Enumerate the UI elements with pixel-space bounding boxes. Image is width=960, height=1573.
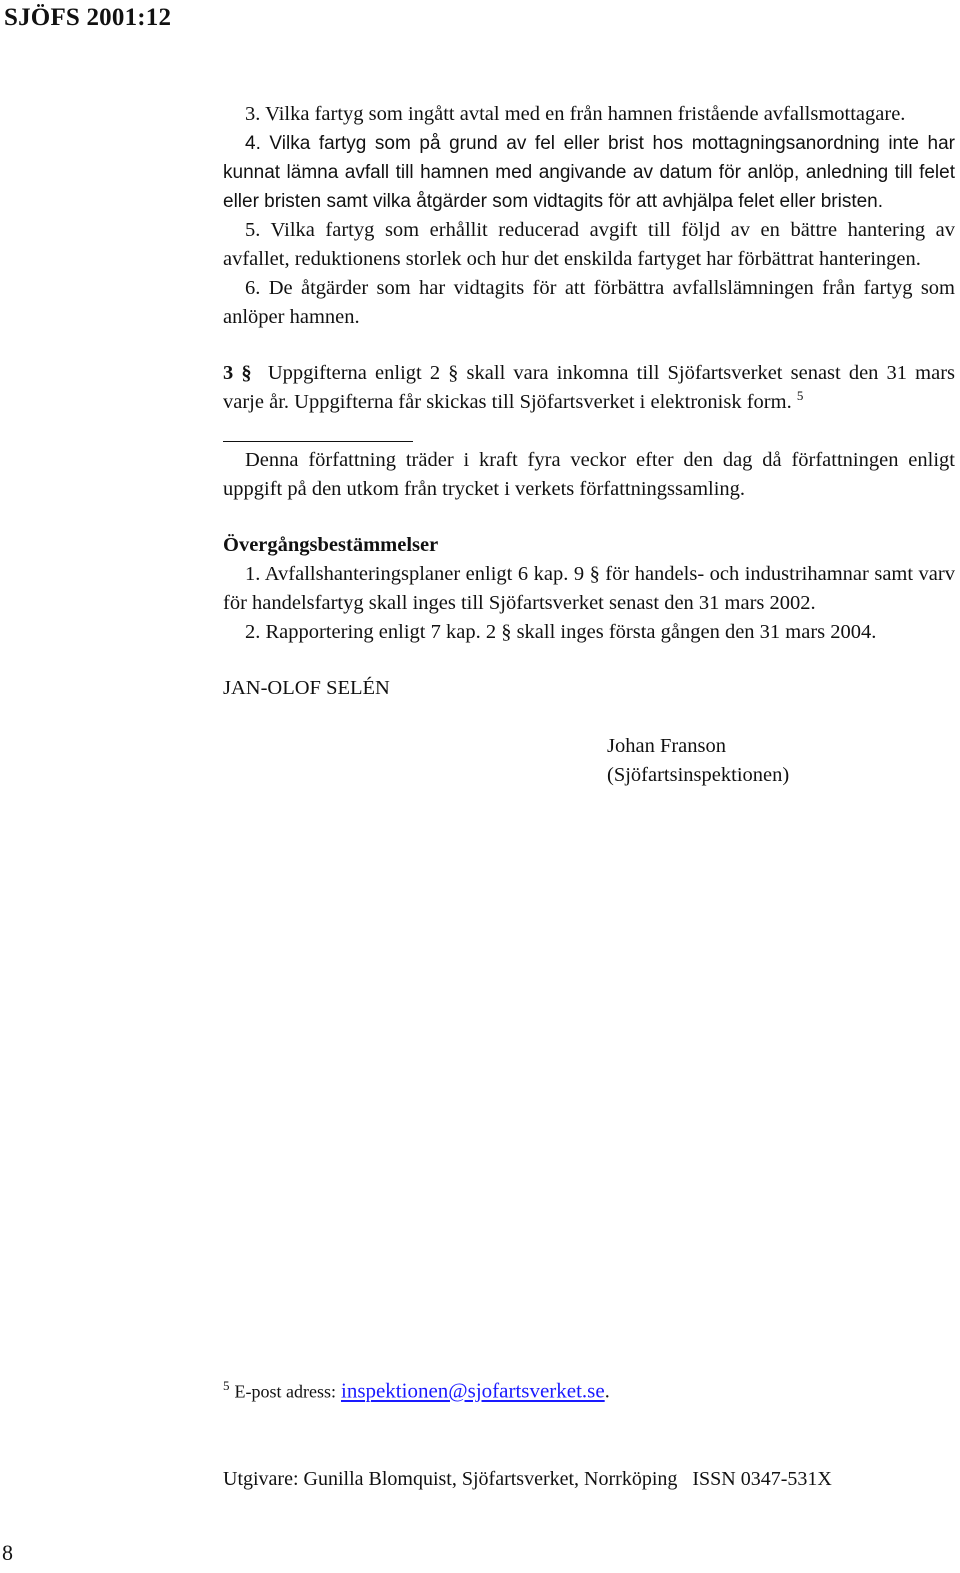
publisher-footer: Utgivare: Gunilla Blomquist, Sjöfartsverket, Norrköping ISSN 0347-531X xyxy=(223,1468,832,1490)
signature-secondary xyxy=(607,732,955,790)
section-3-label: 3 § xyxy=(223,362,252,384)
signature-secondary-name: Johan Franson xyxy=(607,735,727,757)
document-body xyxy=(223,100,955,790)
footnote xyxy=(223,1378,610,1404)
footnote-label: E-post adress: xyxy=(234,1381,336,1402)
section-3-paragraph xyxy=(223,359,955,417)
list-item-4: 4. Vilka fartyg som på grund av fel eller brist hos mottagningsanordning inte har kunnat lämna avfall till hamnen med angivande av datum för anlöp, anledning till felet eller bristen samt vilka åtgärder som vidtagits för att avhjälpa felet eller bristen. xyxy=(223,133,955,212)
footnote-period: . xyxy=(604,1380,610,1403)
page-number: 8 xyxy=(2,1540,13,1565)
list-item-3: 3. Vilka fartyg som ingått avtal med en från hamnen fristående avfallsmottagare. xyxy=(245,103,906,125)
list-item-5: 5. Vilka fartyg som erhållit reducerad avgift till följd av en bättre hantering av avfallet, reduktionens storlek och hur det enskilda fartyget har förbättrat hanteringen. xyxy=(223,219,955,270)
document-series-header: SJÖFS 2001:12 xyxy=(4,4,172,31)
signature-main: JAN-OLOF SELÉN xyxy=(223,677,390,699)
list-item-6: 6. De åtgärder som har vidtagits för att förbättra avfallslämningen från fartyg som anlöper hamnen. xyxy=(223,277,955,328)
transitional-provisions-heading: Övergångsbestämmelser xyxy=(223,534,439,556)
signature-secondary-org: (Sjöfartsinspektionen) xyxy=(607,764,790,786)
transitional-item-2: 2. Rapportering enligt 7 kap. 2 § skall inges första gången den 31 mars 2004. xyxy=(245,621,877,643)
entry-into-force-paragraph: Denna författning träder i kraft fyra veckor efter den dag då författningen enligt uppgift på den utkom från trycket i verkets författningssamling. xyxy=(223,449,955,500)
transitional-item-1: 1. Avfallshanteringsplaner enligt 6 kap. 9 § för handels- och industrihamnar samt varv för handelsfartyg skall inges till Sjöfartsverket senast den 31 mars 2002. xyxy=(223,563,955,614)
footnote-reference[interactable]: 5 xyxy=(796,388,804,404)
separator-rule xyxy=(223,441,413,442)
section-3-text: Uppgifterna enligt 2 § skall vara inkomna till Sjöfartsverket senast den 31 mars varje år. Uppgifterna får skickas till Sjöfartsverket i elektronisk form. xyxy=(223,362,956,413)
footnote-number: 5 xyxy=(223,1378,230,1393)
email-link[interactable]: inspektionen@sjofartsverket.se xyxy=(340,1378,605,1403)
